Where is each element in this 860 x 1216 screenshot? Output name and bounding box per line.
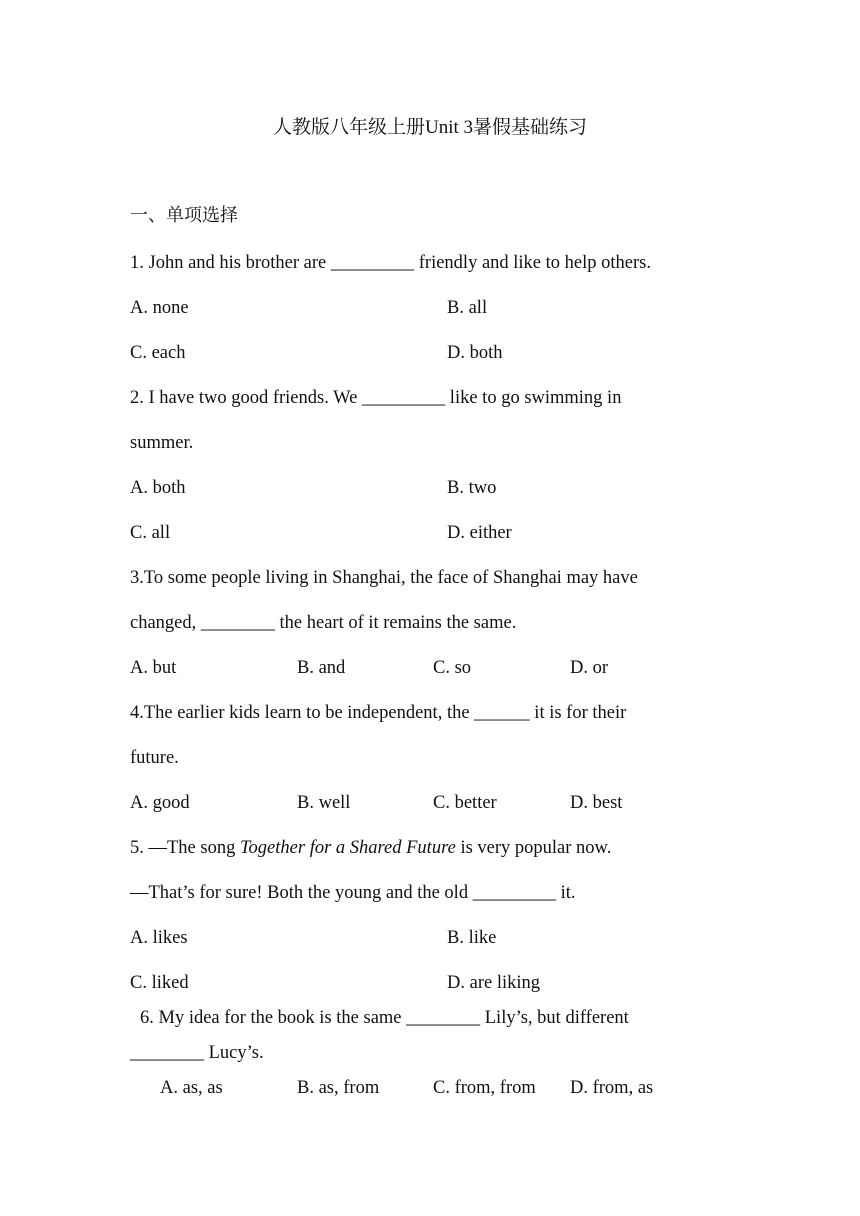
question-stem: 6. My idea for the book is the same ________ Lily’s, but different — [140, 1008, 629, 1028]
option-b: B. and — [297, 658, 346, 678]
song-title: Together for a Shared Future — [239, 838, 456, 858]
question-stem-continued: future. — [130, 748, 179, 768]
question-stem: 2. I have two good friends. We _________ like to go swimming in — [130, 388, 622, 408]
question-stem: 1. John and his brother are _________ friendly and like to help others. — [130, 253, 651, 273]
option-c: C. so — [433, 658, 472, 678]
option-c: C. each — [130, 343, 186, 363]
question-stem-continued: changed, ________ the heart of it remains the same. — [130, 613, 517, 633]
option-a: A. likes — [130, 928, 188, 948]
option-b: B. all — [447, 298, 488, 318]
page-title: 人教版八年级上册Unit 3暑假基础练习 — [272, 117, 588, 138]
option-c: C. liked — [130, 973, 189, 993]
option-a: A. good — [130, 793, 190, 813]
option-b: B. like — [447, 928, 497, 948]
question-stem-continued: ________ Lucy’s. — [130, 1043, 264, 1063]
question-stem-continued: summer. — [130, 433, 194, 453]
option-d: D. are liking — [447, 973, 540, 993]
option-a: A. as, as — [160, 1078, 223, 1098]
option-c: C. all — [130, 523, 171, 543]
option-d: D. best — [570, 793, 623, 813]
option-b: B. well — [297, 793, 351, 813]
section-heading: 一、单项选择 — [130, 205, 238, 226]
option-a: A. both — [130, 478, 186, 498]
option-a: A. but — [130, 658, 177, 678]
question-stem-continued: —That’s for sure! Both the young and the old _________ it. — [130, 883, 576, 903]
option-d: D. or — [570, 658, 609, 678]
stem-text: 5. —The song — [130, 838, 240, 858]
option-d: D. from, as — [570, 1078, 654, 1098]
option-d: D. both — [447, 343, 503, 363]
question-stem — [130, 837, 611, 859]
question-stem: 3.To some people living in Shanghai, the face of Shanghai may have — [130, 568, 638, 588]
option-b: B. as, from — [297, 1078, 380, 1098]
stem-text: is very popular now. — [455, 838, 612, 858]
question-stem: 4.The earlier kids learn to be independent, the ______ it is for their — [130, 703, 627, 723]
option-c: C. better — [433, 793, 497, 813]
option-b: B. two — [447, 478, 497, 498]
option-a: A. none — [130, 298, 189, 318]
option-c: C. from, from — [433, 1078, 536, 1098]
option-d: D. either — [447, 523, 512, 543]
